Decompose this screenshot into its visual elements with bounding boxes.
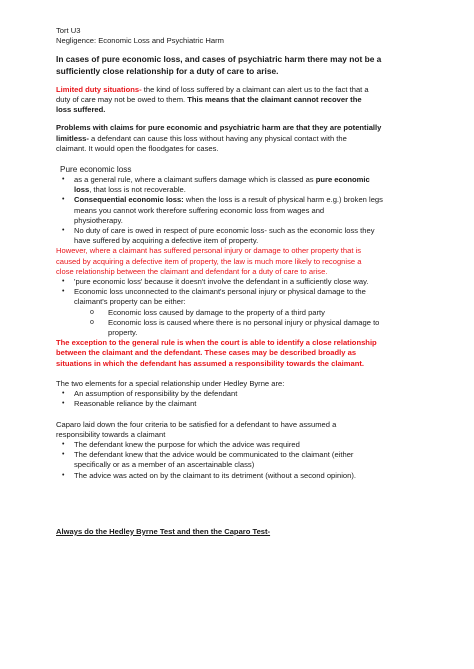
however-line-1: However, where a claimant has suffered personal injury or damage to other property that is (56, 246, 362, 256)
bullet-consequential (56, 195, 422, 205)
bullet-consequential-cont-2: physiotherapy. (74, 215, 123, 225)
caparo-item-2-cont: specifically or as a member of an ascertainable class) (74, 460, 255, 470)
bullet-icon: • (62, 400, 65, 408)
problems-rest: a defendant can cause this loss without having any physical contact with the (88, 133, 347, 143)
limitless-word: limitless- (56, 133, 89, 143)
bullet-text: Economic loss unconnected to the claimant's personal injury or physical damage to the (74, 287, 366, 297)
bullet-icon: • (62, 471, 65, 479)
caparo-intro-1: Caparo laid down the four criteria to be satisfied for a defendant to have assumed a (56, 419, 337, 429)
exception-line-2: between the claimant and the defendant. These cases may be described broadly as (56, 348, 357, 358)
limited-duty-line-1 (56, 85, 422, 95)
bullet-unconnected (56, 287, 422, 297)
topic-title: Negligence: Economic Loss and Psychiatric Harm (56, 36, 224, 46)
footer-note: Always do the Hedley Byrne Test and then the Caparo Test- (56, 526, 271, 536)
bullet-text: when the loss is a result of physical harm e.g.) broken legs (183, 195, 383, 205)
bullet-text: The defendant knew the purpose for which the advice was required (74, 439, 300, 449)
sub-bullet-text: Economic loss caused by damage to the property of a third party (108, 307, 325, 317)
limited-duty-lead: Limited duty situations- (56, 84, 142, 94)
course-title: Tort U3 (56, 26, 81, 35)
intro-line-2: sufficiently close relationship for a duty of care to arise. (56, 65, 279, 76)
document-body (56, 26, 422, 537)
section-heading-pure-economic-loss: Pure economic loss (60, 165, 132, 175)
limited-duty-bold: This means that the claimant cannot recover the (187, 95, 362, 105)
limited-duty-plain: duty of care may not be owed to them. (56, 95, 188, 105)
hedley-byrne-intro: The two elements for a special relationship under Hedley Byrne are: (56, 378, 285, 388)
bullet-no-duty-cont: have suffered by acquiring a defective item of property. (74, 236, 259, 246)
hedley-item-2 (56, 399, 422, 409)
sub-bullet-icon: o (90, 318, 94, 326)
bullet-text: An assumption of responsibility by the defendant (74, 389, 238, 399)
bullet-text: as a general rule, where a claimant suffers damage which is classed as (74, 175, 316, 185)
problems-line-2 (56, 134, 422, 144)
caparo-intro-2: responsibility towards a claimant (56, 429, 166, 439)
limited-duty-line-2 (56, 95, 422, 105)
bullet-icon: • (62, 390, 65, 398)
caparo-item-2 (56, 450, 422, 460)
however-line-3: close relationship between the claimant and defendant for a duty of care to arise. (56, 266, 328, 276)
bullet-pure-economic-quote (56, 277, 422, 287)
bullet-text: 'pure economic loss' because it doesn't involve the defendant in a sufficiently close way. (74, 277, 369, 287)
limited-duty-line-3: loss suffered. (56, 105, 106, 115)
bullet-bold: loss (74, 185, 90, 195)
bullet-icon: • (62, 451, 65, 459)
bullet-text: The defendant knew that the advice would be communicated to the claimant (either (74, 450, 354, 460)
bullet-text: No duty of care is owed in respect of pure economic loss- such as the economic loss they (74, 226, 375, 236)
sub-bullet-icon: o (90, 308, 94, 316)
bullet-bold: Consequential economic loss: (74, 195, 184, 205)
caparo-item-1 (56, 440, 422, 450)
bullet-bold: pure economic (315, 175, 370, 185)
sub-bullet-no-injury-cont: property. (108, 328, 138, 338)
bullet-text: , that loss is not recoverable. (89, 185, 186, 195)
exception-line-3: situations in which the defendant has assumed a responsibility towards the claimant. (56, 358, 365, 368)
bullet-no-duty (56, 226, 422, 236)
problems-line-1: Problems with claims for pure economic and psychiatric harm are that they are potentially (56, 123, 382, 133)
bullet-icon: • (62, 440, 65, 448)
bullet-icon: • (62, 288, 65, 296)
limited-duty-rest: the kind of loss suffered by a claimant can alert us to the fact that a (141, 84, 369, 94)
bullet-icon: • (62, 278, 65, 286)
bullet-unconnected-cont: claimant's property can be either: (74, 297, 186, 307)
problems-line-3: claimant. It would open the floodgates for cases. (56, 143, 219, 153)
sub-bullet-text: Economic loss is caused where there is no personal injury or physical damage to (108, 317, 380, 327)
bullet-general-rule-cont (56, 185, 422, 195)
bullet-icon: • (62, 196, 65, 204)
bullet-icon: • (62, 176, 65, 184)
sub-bullet-third-party (56, 308, 422, 318)
sub-bullet-no-injury (56, 318, 422, 328)
bullet-text: The advice was acted on by the claimant to its detriment (without a second opinion). (74, 470, 356, 480)
exception-line-1: The exception to the general rule is when the court is able to identify a close relationship (56, 338, 377, 348)
intro-line-1: In cases of pure economic loss, and cases of psychiatric harm there may not be a (56, 54, 382, 65)
bullet-consequential-cont-1: means you cannot work therefore suffering economic loss from wages and (74, 205, 325, 215)
bullet-general-rule (56, 175, 422, 185)
hedley-item-1 (56, 389, 422, 399)
however-line-2: caused by acquiring a defective item of property, the law is much more likely to recognise a (56, 256, 362, 266)
caparo-item-3 (56, 471, 422, 481)
bullet-text: Reasonable reliance by the claimant (74, 399, 197, 409)
bullet-icon: • (62, 227, 65, 235)
